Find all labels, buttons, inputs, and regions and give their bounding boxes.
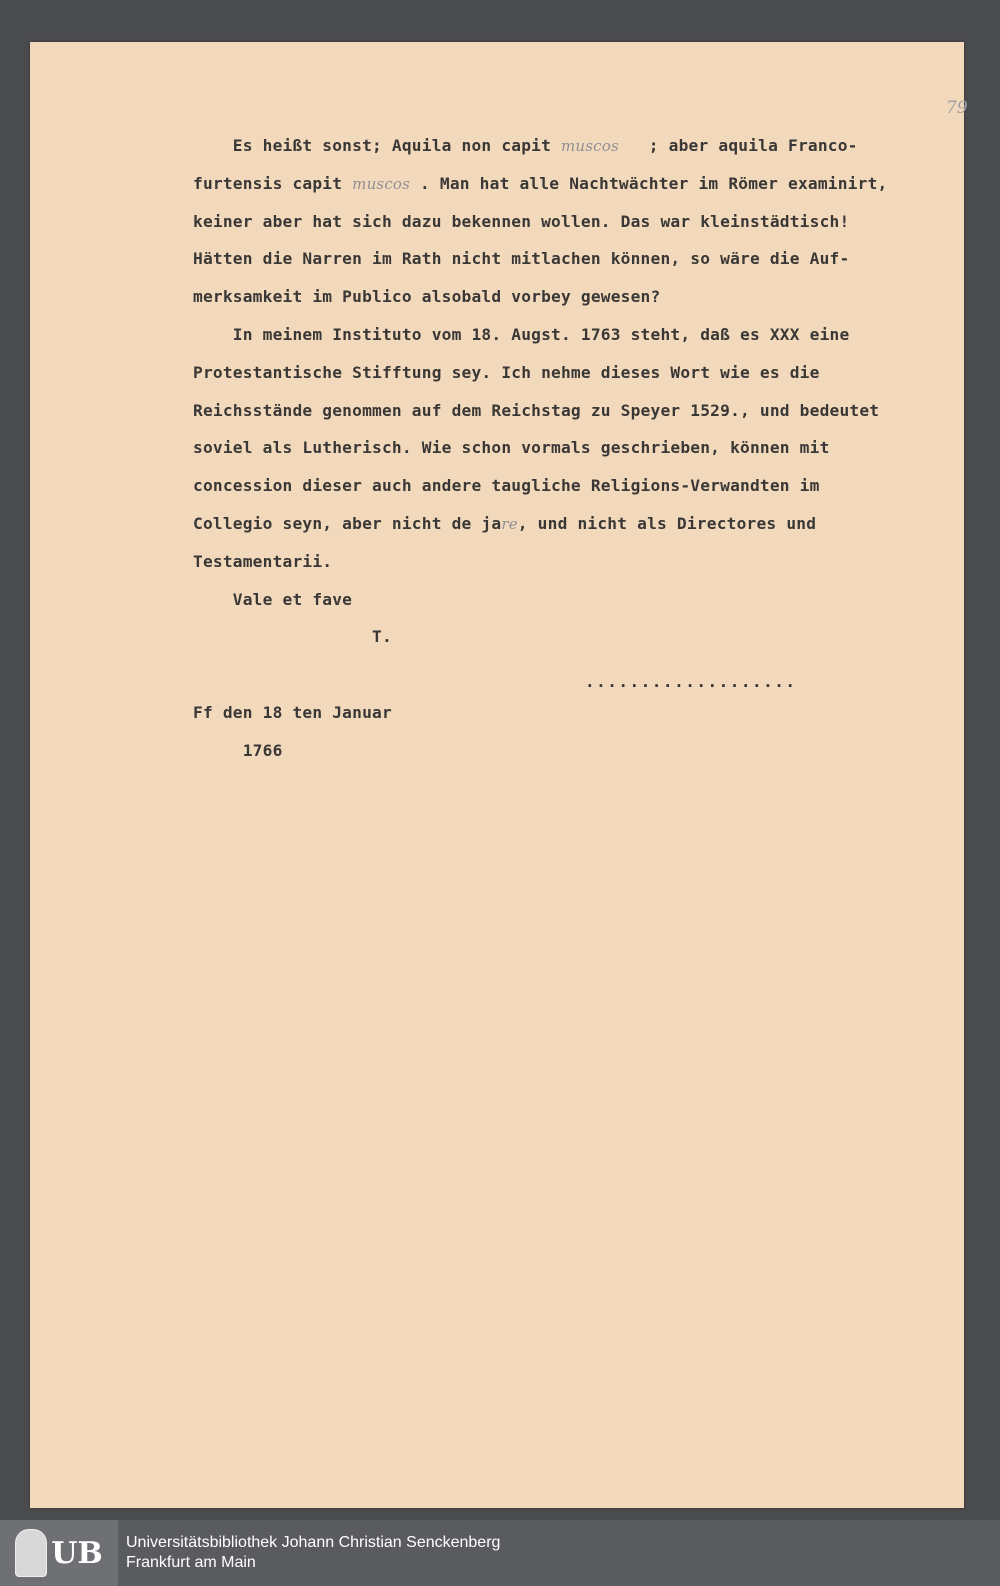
typed-segment: ; aber aquila Franco-: [618, 136, 858, 155]
text-line: [193, 429, 953, 467]
text-line: [193, 467, 953, 505]
typed-segment: T.: [193, 627, 392, 647]
handwritten-insertion: re: [501, 514, 518, 533]
text-line: [193, 694, 953, 732]
dotted-rule: ...................: [585, 672, 797, 691]
handwritten-insertion: muscos: [561, 137, 619, 155]
typed-segment: 1766: [193, 740, 283, 760]
typed-segment: , und nicht als Directores und: [517, 513, 817, 533]
logo-text: UB: [51, 1535, 103, 1571]
typed-segment: Collegio seyn, aber nicht de ja: [193, 513, 502, 533]
library-footer: [0, 1520, 1000, 1586]
text-line: [193, 127, 953, 165]
text-line: [193, 316, 953, 354]
text-line: [193, 392, 953, 430]
handwritten-insertion: muscos: [352, 174, 411, 193]
library-logo[interactable]: [0, 1520, 118, 1586]
typed-segment: soviel als Lutherisch. Wie schon vormals geschrieben, können mit: [193, 438, 830, 458]
typed-segment: Protestantische Stifftung sey. Ich nehme dieses Wort wie es die: [193, 362, 820, 382]
typed-segment: keiner aber hat sich dazu bekennen wollen. Das war kleinstädtisch!: [193, 211, 850, 231]
folio-number: 79: [946, 98, 968, 118]
institution-line-1: Universitätsbibliothek Johann Christian Senckenberg: [126, 1534, 501, 1551]
text-line: [193, 732, 953, 770]
text-line: [193, 505, 953, 543]
typed-segment: In meinem Instituto vom 18. Augst. 1763 steht, daß es XXX eine: [193, 324, 850, 344]
typed-segment: Es heißt sonst; Aquila non capit: [193, 136, 561, 155]
text-line: [193, 656, 953, 694]
text-line: [193, 581, 953, 619]
typed-segment: Ff den 18 ten Januar: [193, 702, 392, 722]
text-line: [193, 165, 953, 203]
text-line: [193, 618, 953, 656]
text-line: [193, 278, 953, 316]
typewritten-text: [193, 127, 953, 770]
text-line: [193, 203, 953, 241]
portrait-icon: [15, 1529, 47, 1577]
text-line: [193, 543, 953, 581]
typed-segment: concession dieser auch andere taugliche Religions-Verwandten im: [193, 476, 820, 496]
institution-line-2: Frankfurt am Main: [126, 1554, 256, 1571]
typed-segment: . Man hat alle Nachtwächter im Römer examinirt,: [410, 173, 888, 193]
typed-segment: Vale et fave: [193, 589, 353, 609]
institution-name: [126, 1533, 500, 1573]
text-line: [193, 240, 953, 278]
typed-segment: furtensis capit: [193, 173, 353, 193]
typed-segment: merksamkeit im Publico alsobald vorbey gewesen?: [193, 287, 661, 307]
typed-segment: Testamentarii.: [193, 551, 333, 571]
text-line: [193, 354, 953, 392]
typed-segment: Hätten die Narren im Rath nicht mitlachen können, so wäre die Auf-: [193, 249, 850, 269]
typed-segment: Reichsstände genommen auf dem Reichstag zu Speyer 1529., und bedeutet: [193, 400, 880, 420]
